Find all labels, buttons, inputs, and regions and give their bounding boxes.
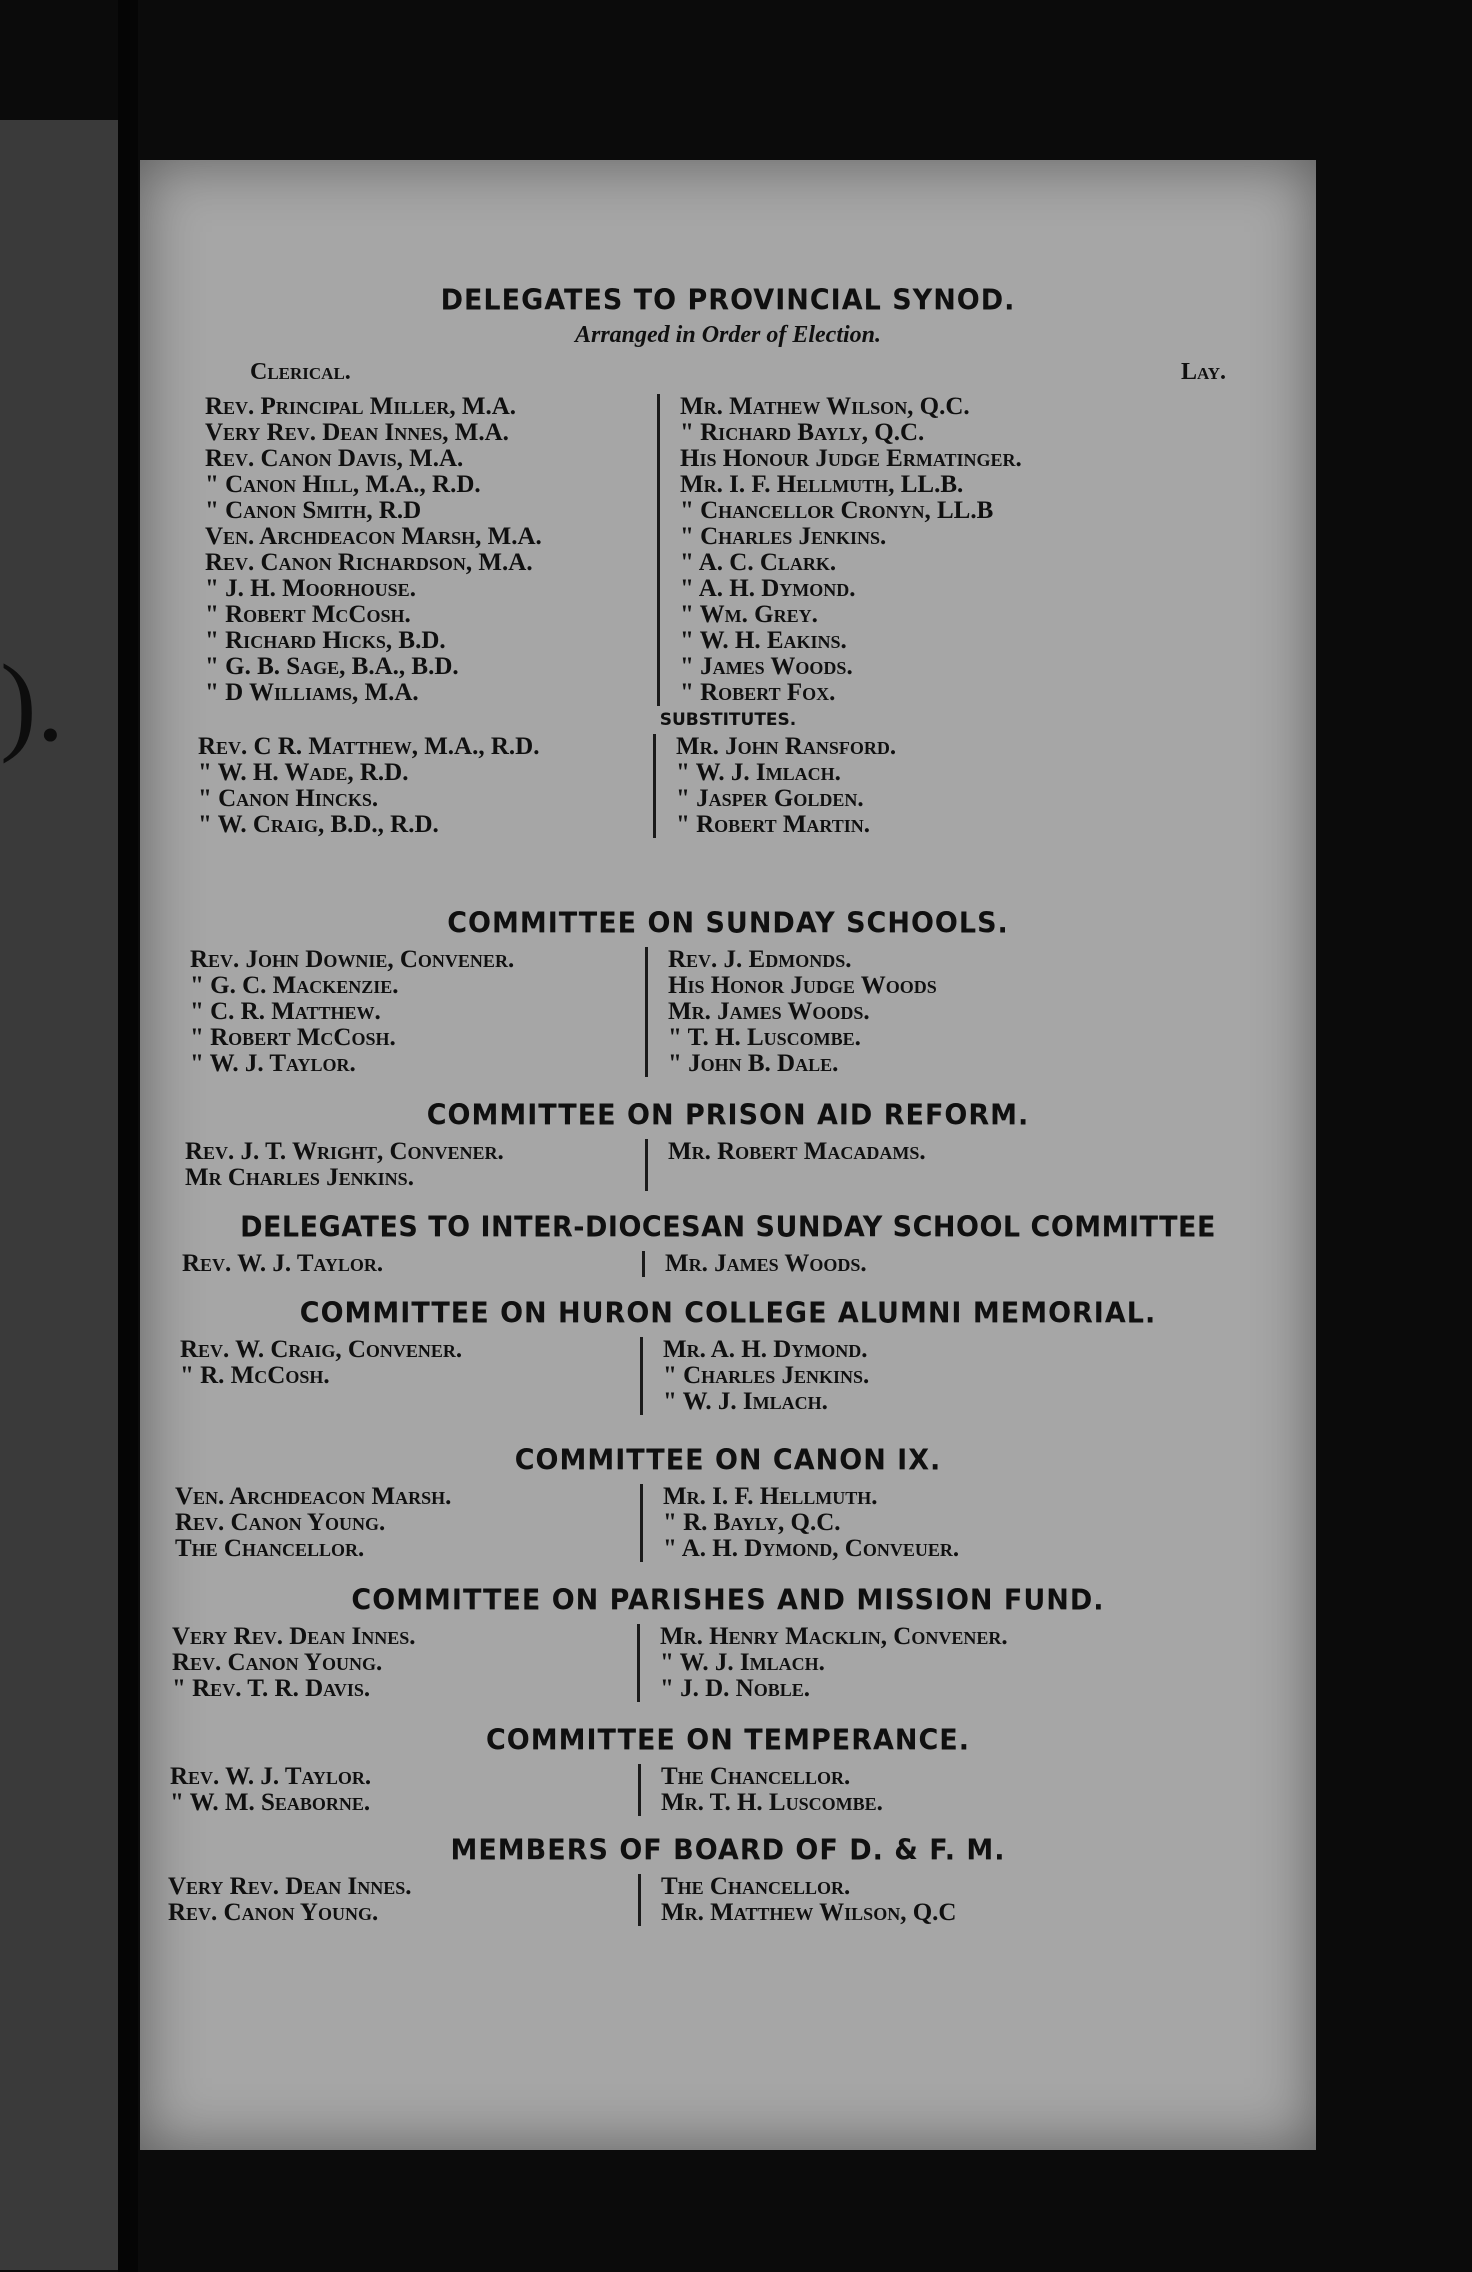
- list-item: Rev. W. J. Taylor.: [170, 1763, 372, 1790]
- list-item: The Chancellor.: [661, 1763, 851, 1790]
- section-inter-diocesan: [140, 1212, 1316, 1277]
- list-item: " R. McCosh.: [180, 1362, 330, 1389]
- section-title: MEMBERS OF BOARD OF D. & F. M.: [450, 1834, 1006, 1867]
- list-item: " J. D. Noble.: [660, 1675, 811, 1702]
- substitutes-heading: SUBSTITUTES.: [659, 710, 797, 730]
- section-parishes: [140, 1585, 1316, 1702]
- list-item: Rev. J. T. Wright, Convener.: [185, 1138, 504, 1165]
- list-item: Rev. Canon Richardson, M.A.: [205, 549, 533, 576]
- list-item: The Chancellor.: [175, 1535, 365, 1562]
- committee-right-list: [640, 1484, 1316, 1562]
- left-page-fragment: ).: [0, 642, 65, 764]
- clerical-list: [205, 394, 657, 706]
- list-item: " Richard Bayly, Q.C.: [680, 419, 925, 446]
- section-temperance: [140, 1725, 1316, 1816]
- committee-columns: [180, 1337, 1316, 1415]
- list-item: " G. C. Mackenzie.: [190, 972, 399, 999]
- committee-columns: [190, 947, 1316, 1077]
- list-item: The Chancellor.: [661, 1873, 851, 1900]
- committee-left-list: [172, 1624, 637, 1702]
- clerical-heading: Clerical.: [250, 359, 351, 385]
- list-item: " Wm. Grey.: [680, 601, 818, 628]
- list-item: " Chancellor Cronyn, LL.B: [680, 497, 994, 524]
- section-prison-aid: [140, 1100, 1316, 1191]
- delegates-columns: [205, 394, 1316, 706]
- section-title: COMMITTEE ON TEMPERANCE.: [485, 1724, 970, 1757]
- committee-columns: [175, 1484, 1316, 1562]
- section-title: COMMITTEE ON PRISON AID REFORM.: [426, 1099, 1030, 1132]
- list-item: " Richard Hicks, B.D.: [205, 627, 446, 654]
- list-item: Mr. I. F. Hellmuth.: [663, 1483, 878, 1510]
- list-item: Mr. I. F. Hellmuth, LL.B.: [680, 471, 964, 498]
- list-item: Mr. John Ransford.: [676, 733, 897, 760]
- committee-columns: [182, 1251, 1316, 1277]
- committee-left-list: [185, 1139, 645, 1191]
- list-item: Mr. James Woods.: [665, 1250, 867, 1277]
- column-headings: [250, 359, 1226, 386]
- list-item: Rev. W. Craig, Convener.: [180, 1336, 463, 1363]
- list-item: Ven. Archdeacon Marsh.: [175, 1483, 452, 1510]
- committee-columns: [172, 1624, 1316, 1702]
- list-item: Mr. A. H. Dymond.: [663, 1336, 868, 1363]
- section-title: COMMITTEE ON CANON IX.: [514, 1444, 942, 1477]
- committee-right-list: [642, 1251, 1316, 1277]
- section-title: COMMITTEE ON HURON COLLEGE ALUMNI MEMORIAL.: [299, 1297, 1157, 1330]
- committee-right-list: [645, 947, 1316, 1077]
- list-item: Ven. Archdeacon Marsh, M.A.: [205, 523, 542, 550]
- committee-columns: [185, 1139, 1316, 1191]
- list-item: " Canon Hincks.: [198, 785, 379, 812]
- list-item: His Honor Judge Woods: [668, 972, 937, 999]
- list-item: " Robert Fox.: [680, 679, 836, 706]
- list-item: Rev. J. Edmonds.: [668, 946, 852, 973]
- list-item: " Charles Jenkins.: [680, 523, 887, 550]
- list-item: " W. H. Eakins.: [680, 627, 847, 654]
- list-item: " Canon Smith, R.D: [205, 497, 422, 524]
- list-item: " John B. Dale.: [668, 1050, 839, 1077]
- list-item: Mr. Henry Macklin, Convener.: [660, 1623, 1008, 1650]
- list-item: " A. H. Dymond.: [680, 575, 856, 602]
- committee-right-list: [637, 1624, 1316, 1702]
- section-title: DELEGATES TO PROVINCIAL SYNOD.: [440, 284, 1016, 317]
- list-item: " Rev. T. R. Davis.: [172, 1675, 371, 1702]
- substitutes-lay-list: [653, 734, 1316, 838]
- list-item: " C. R. Matthew.: [190, 998, 381, 1025]
- list-item: Mr. T. H. Luscombe.: [661, 1789, 883, 1816]
- book-gutter: [118, 0, 138, 2272]
- committee-left-list: [180, 1337, 640, 1415]
- list-item: Rev. Canon Young.: [172, 1649, 383, 1676]
- list-item: " Charles Jenkins.: [663, 1362, 870, 1389]
- list-item: Very Rev. Dean Innes, M.A.: [205, 419, 509, 446]
- list-item: " R. Bayly, Q.C.: [663, 1509, 841, 1536]
- committee-left-list: [175, 1484, 640, 1562]
- section-title: COMMITTEE ON SUNDAY SCHOOLS.: [447, 907, 1009, 940]
- list-item: " James Woods.: [680, 653, 853, 680]
- list-item: Rev. Principal Miller, M.A.: [205, 393, 517, 420]
- section-title: DELEGATES TO INTER-DIOCESAN SUNDAY SCHOOL COMMITTEE: [240, 1211, 1216, 1244]
- list-item: " D Williams, M.A.: [205, 679, 419, 706]
- list-item: Mr. Robert Macadams.: [668, 1138, 926, 1165]
- substitutes-clerical-list: [198, 734, 653, 838]
- section-subtitle: Arranged in Order of Election.: [574, 322, 882, 348]
- committee-columns: [170, 1764, 1316, 1816]
- list-item: " A. C. Clark.: [680, 549, 837, 576]
- list-item: " W. M. Seaborne.: [170, 1789, 371, 1816]
- list-item: " W. J. Imlach.: [676, 759, 841, 786]
- list-item: " T. H. Luscombe.: [668, 1024, 861, 1051]
- list-item: " J. H. Moorhouse.: [205, 575, 416, 602]
- list-item: " W. J. Imlach.: [663, 1388, 828, 1415]
- list-item: " W. J. Imlach.: [660, 1649, 825, 1676]
- list-item: Rev. W. J. Taylor.: [182, 1250, 384, 1277]
- left-page-edge: [0, 120, 121, 2270]
- section-sunday-schools: [140, 908, 1316, 1077]
- committee-left-list: [168, 1874, 638, 1926]
- list-item: Rev. Canon Young.: [168, 1899, 379, 1926]
- list-item: Rev. Canon Young.: [175, 1509, 386, 1536]
- list-item: " W. H. Wade, R.D.: [198, 759, 409, 786]
- list-item: Very Rev. Dean Innes.: [168, 1873, 412, 1900]
- section-huron-college: [140, 1298, 1316, 1415]
- committee-left-list: [182, 1251, 642, 1277]
- lay-heading: Lay.: [1180, 359, 1226, 385]
- section-provincial-synod: [140, 285, 1316, 838]
- substitutes-columns: [198, 734, 1316, 838]
- list-item: " Robert McCosh.: [205, 601, 411, 628]
- list-item: " A. H. Dymond, Conveuer.: [663, 1535, 960, 1562]
- document-page: [140, 160, 1316, 2150]
- lay-list: [657, 394, 1316, 706]
- list-item: Rev. John Downie, Convener.: [190, 946, 515, 973]
- list-item: Mr. Matthew Wilson, Q.C: [661, 1899, 957, 1926]
- list-item: Very Rev. Dean Innes.: [172, 1623, 416, 1650]
- committee-columns: [168, 1874, 1316, 1926]
- list-item: " W. Craig, B.D., R.D.: [198, 811, 439, 838]
- committee-left-list: [170, 1764, 638, 1816]
- committee-right-list: [638, 1764, 1316, 1816]
- list-item: " Robert Martin.: [676, 811, 871, 838]
- list-item: " Jasper Golden.: [676, 785, 864, 812]
- list-item: His Honour Judge Ermatinger.: [680, 445, 1022, 472]
- section-board: [140, 1835, 1316, 1926]
- committee-right-list: [638, 1874, 1316, 1926]
- list-item: Mr. James Woods.: [668, 998, 870, 1025]
- committee-left-list: [190, 947, 645, 1077]
- list-item: Rev. C R. Matthew, M.A., R.D.: [198, 733, 540, 760]
- list-item: " W. J. Taylor.: [190, 1050, 356, 1077]
- list-item: " Robert McCosh.: [190, 1024, 396, 1051]
- list-item: Mr Charles Jenkins.: [185, 1164, 414, 1191]
- section-canon-ix: [140, 1445, 1316, 1562]
- section-title: COMMITTEE ON PARISHES AND MISSION FUND.: [351, 1584, 1105, 1617]
- list-item: Rev. Canon Davis, M.A.: [205, 445, 464, 472]
- list-item: " Canon Hill, M.A., R.D.: [205, 471, 481, 498]
- list-item: " G. B. Sage, B.A., B.D.: [205, 653, 459, 680]
- committee-right-list: [645, 1139, 1316, 1191]
- list-item: Mr. Mathew Wilson, Q.C.: [680, 393, 970, 420]
- committee-right-list: [640, 1337, 1316, 1415]
